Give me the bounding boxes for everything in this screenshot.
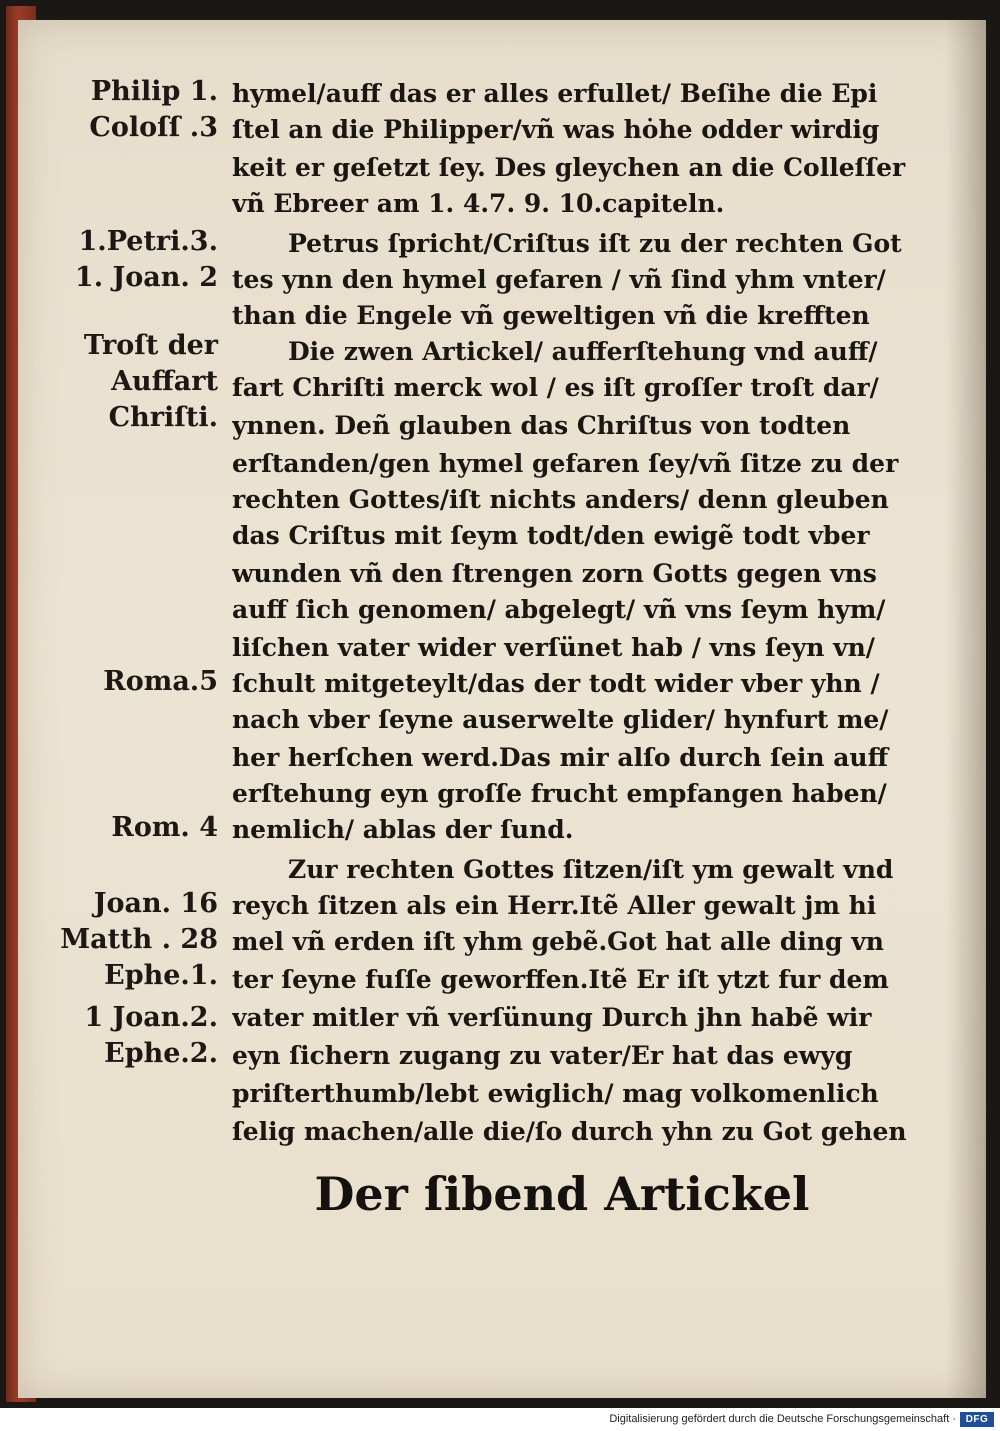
margin-note-joan: 1. Joan. 2 — [74, 262, 218, 293]
text-line: erſtanden/gen hymel gefaren ſey/vñ ſitze zu der — [232, 449, 899, 478]
margin-note-matth: Matth . 28 — [60, 924, 218, 955]
text-line: her herſchen werd.Das mir alſo durch ſein auff — [232, 743, 889, 772]
margin-note-trost: Troſt der — [83, 330, 218, 361]
text-line: than die Engele vñ geweltigen vñ die krefften — [232, 301, 870, 330]
text-line: liſchen vater wider verſünet hab / vns ſeyn vn/ — [232, 633, 875, 662]
dfg-logo-icon: DFG — [960, 1412, 994, 1427]
margin-note-joan16: Joan. 16 — [93, 888, 218, 919]
margin-note-auffart: Auffart — [111, 366, 218, 397]
margin-note-christi: Chriſti. — [108, 402, 218, 433]
text-line: Die zwen Artickel/ aufferſtehung vnd auff/ — [288, 337, 878, 366]
text-line: nemlich/ ablas der ſund. — [232, 815, 574, 844]
text-line: ſelig machen/alle die/ſo durch yhn zu Got gehen — [232, 1117, 907, 1146]
text-line: eyn ſichern zugang zu vater/Er hat das ewyg — [232, 1041, 853, 1070]
text-line: keit er geſetzt ſey. Des gleychen an die Colleſſer — [232, 153, 906, 182]
margin-note-philip: Philip 1. — [90, 76, 218, 107]
text-line: tes ynn den hymel gefaren / vñ ſind yhm vnter/ — [232, 265, 886, 294]
margin-note-ephe1: Ephe.1. — [104, 960, 218, 991]
paper-page — [18, 20, 986, 1398]
margin-note-1joan2: 1 Joan.2. — [84, 1002, 218, 1033]
text-line: ynnen. Deñ glauben das Chriſtus von todten — [232, 411, 851, 440]
margin-note-rom: Rom. 4 — [111, 812, 218, 843]
footer-bar — [0, 1408, 1000, 1431]
margin-note-petri: 1.Petri.3. — [78, 226, 218, 257]
text-line: priſterthumb/lebt ewiglich/ mag volkomenlich — [232, 1079, 879, 1108]
chapter-heading: Der ſibend Artickel — [314, 1167, 810, 1221]
margin-note-coloss: Coloſſ .3 — [89, 112, 218, 143]
footer-credit-text: Digitalisierung gefördert durch die Deutsche Forschungsgemeinschaft · — [609, 1413, 956, 1425]
text-line: vater mitler vñ verſünung Durch jhn habẽ wir — [232, 1003, 872, 1032]
text-line: hymel/auff das er alles erfullet/ Beſihe die Epi — [232, 79, 878, 108]
text-line: das Criſtus mit ſeym todt/den ewigẽ todt vber — [232, 521, 870, 550]
text-line: auff ſich genomen/ abgelegt/ vñ vns ſeym hym/ — [232, 595, 886, 624]
text-line: vñ Ebreer am 1. 4.7. 9. 10.capiteln. — [232, 189, 725, 218]
text-line: ſchult mitgeteylt/das der todt wider vber yhn / — [232, 669, 880, 698]
margin-note-ephe2: Ephe.2. — [104, 1038, 218, 1069]
text-line: nach vber ſeyne auserwelte glider/ hynfurt me/ — [232, 705, 889, 734]
margin-note-roma: Roma.5 — [103, 666, 218, 697]
text-line: ſtel an die Philipper/vñ was hȯhe odder wirdig — [232, 115, 880, 144]
text-line: ter ſeyne fuſſe geworffen.Itẽ Er iſt ytzt fur dem — [232, 965, 889, 994]
text-line: mel vñ erden iſt yhm gebẽ.Got hat alle ding vn — [232, 927, 884, 956]
text-line: rechten Gottes/iſt nichts anders/ denn gleuben — [232, 485, 889, 514]
text-line: erſtehung eyn groſſe frucht empfangen haben/ — [232, 779, 887, 808]
text-line: fart Chriſti merck wol / es iſt groſſer troſt dar/ — [232, 373, 879, 402]
text-line: reych ſitzen als ein Herr.Itẽ Aller gewalt jm hi — [232, 891, 877, 920]
text-line: Zur rechten Gottes ſitzen/iſt ym gewalt vnd — [288, 855, 894, 884]
text-line: Petrus ſpricht/Criſtus iſt zu der rechten Got — [288, 229, 902, 258]
text-line: wunden vñ den ſtrengen zorn Gotts gegen vns — [232, 559, 877, 588]
